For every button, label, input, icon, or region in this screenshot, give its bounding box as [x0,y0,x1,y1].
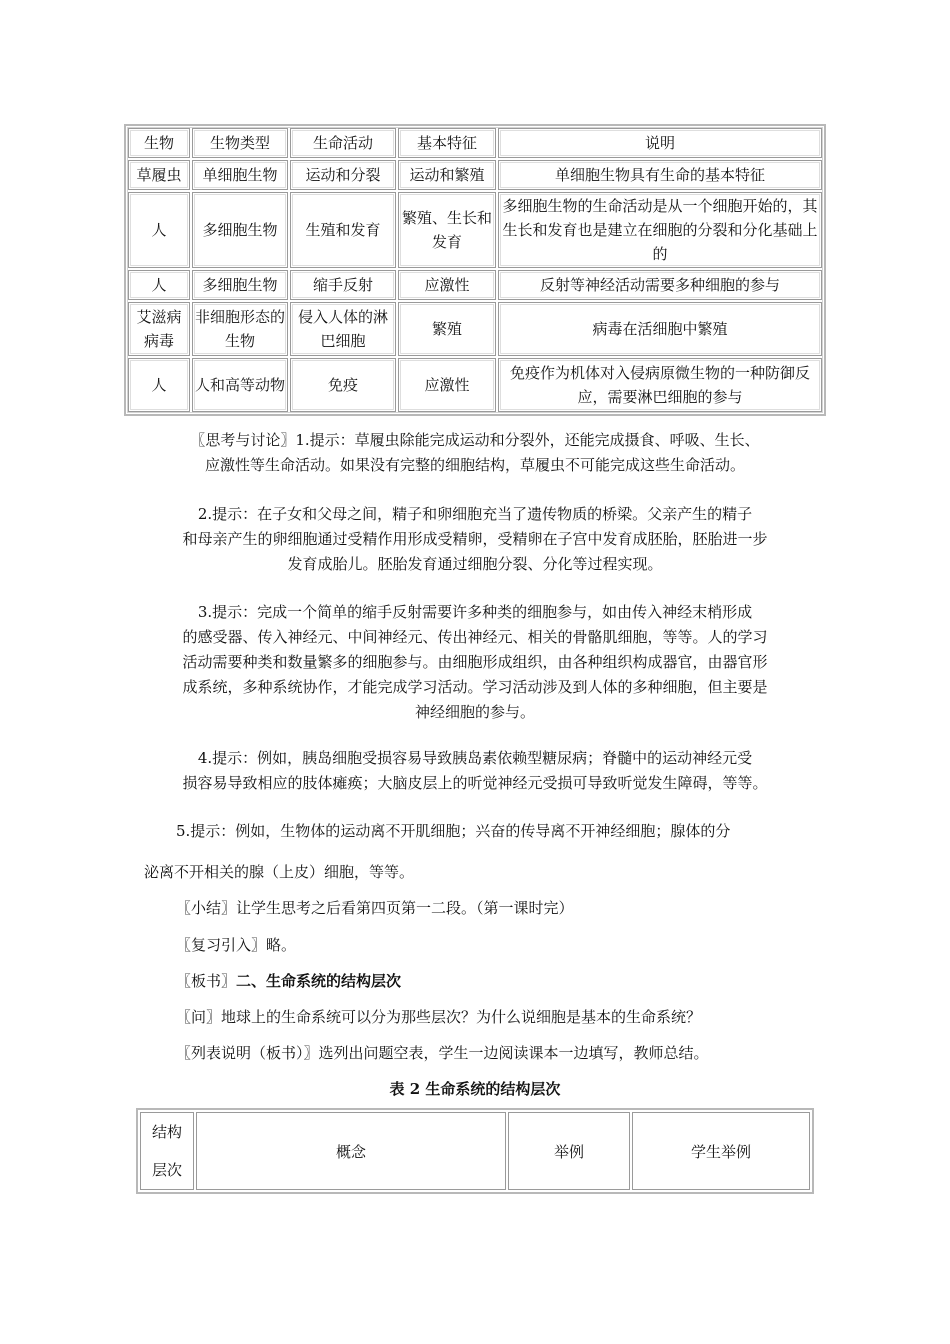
table-cell: 单细胞生物具有生命的基本特征 [498,160,822,190]
text-line: 损容易导致相应的肢体瘫痪；大脑皮层上的听觉神经元受损可导致听觉发生障碍，等等。 [182,774,768,792]
board-title: 二、生命系统的结构层次 [236,972,402,990]
header-text: 层次 [151,1161,182,1179]
text-line: 发育成胎儿。胚胎发育通过细胞分裂、分化等过程实现。 [287,555,663,573]
text-line: 应激性等生命活动。如果没有完整的细胞结构，草履虫不可能完成这些生命活动。 [204,456,745,474]
table-cell: 多细胞生物的生命活动是从一个细胞开始的，其生长和发育也是建立在细胞的分裂和分化基础上的 [498,192,822,268]
table-cell: 人和高等动物 [192,358,288,412]
table-cell: 反射等神经活动需要多种细胞的参与 [498,270,822,300]
board-prefix: 〖板书〗 [176,972,237,990]
text-line: 〖思考与讨论〗1.提示：草履虫除能完成运动和分裂外，还能完成摄食、呼吸、生长、 [190,431,760,449]
table-header-row [140,1112,810,1190]
table-cell: 人 [128,358,190,412]
table-cell: 非细胞形态的生物 [192,302,288,356]
table-cell: 应激性 [398,358,496,412]
review-line: 〖复习引入〗略。 [176,936,297,954]
discussion-3 [0,600,950,725]
discussion-1 [0,428,950,478]
discussion-5-line-2: 泌离不开相关的腺（上皮）细胞，等等。 [144,863,415,881]
table2-caption: 表 2 生命系统的结构层次 [389,1080,561,1098]
structure-level-table [136,1108,814,1194]
table-row [128,192,822,268]
header-cell: 生命活动 [290,128,396,158]
table-row [128,270,822,300]
table-cell: 免疫 [290,358,396,412]
text-line: 成系统，多种系统协作，才能完成学习活动。学习活动涉及到人体的多种细胞，但主要是 [182,678,768,696]
header-cell-student-example: 学生举例 [632,1112,810,1190]
table-cell: 艾滋病病毒 [128,302,190,356]
header-text: 结构 [151,1123,182,1141]
header-cell-example: 举例 [508,1112,630,1190]
table-cell: 多细胞生物 [192,192,288,268]
summary-line: 〖小结〗让学生思考之后看第四页第一二段。（第一课时完） [176,899,574,917]
table-cell: 多细胞生物 [192,270,288,300]
header-cell: 说明 [498,128,822,158]
discussion-5-line-1: 5.提示：例如，生物体的运动离不开肌细胞；兴奋的传导离不开神经细胞；腺体的分 [176,822,731,840]
table-cell: 草履虫 [128,160,190,190]
table-cell: 缩手反射 [290,270,396,300]
discussion-4 [0,746,950,796]
table-cell: 生殖和发育 [290,192,396,268]
list-note-line: 〖列表说明（板书）〗选列出问题空表，学生一边阅读课本一边填写，教师总结。 [176,1044,709,1062]
board-line [176,970,401,991]
header-cell: 生物 [128,128,190,158]
header-cell-concept: 概念 [196,1112,506,1190]
organism-table [124,124,826,416]
table-row [128,160,822,190]
table-cell: 运动和分裂 [290,160,396,190]
question-line: 〖问〗地球上的生命系统可以分为那些层次？为什么说细胞是基本的生命系统？ [176,1008,702,1026]
table-cell: 应激性 [398,270,496,300]
table-cell: 侵入人体的淋巴细胞 [290,302,396,356]
text-line: 和母亲产生的卵细胞通过受精作用形成受精卵，受精卵在子宫中发育成胚胎，胚胎进一步 [182,530,768,548]
table-row [128,302,822,356]
text-line: 活动需要种类和数量繁多的细胞参与。由细胞形成组织，由各种组织构成器官，由器官形 [182,653,768,671]
table-cell: 病毒在活细胞中繁殖 [498,302,822,356]
table-cell: 人 [128,192,190,268]
text-line: 的感受器、传入神经元、中间神经元、传出神经元、相关的骨骼肌细胞，等等。人的学习 [182,628,768,646]
table-cell: 繁殖 [398,302,496,356]
text-line: 3.提示：完成一个简单的缩手反射需要许多种类的细胞参与，如由传入神经末梢形成 [197,603,753,621]
table-cell: 免疫作为机体对入侵病原微生物的一种防御反应，需要淋巴细胞的参与 [498,358,822,412]
text-line: 4.提示：例如，胰岛细胞受损容易导致胰岛素依赖型糖尿病；脊髓中的运动神经元受 [197,749,753,767]
header-cell-structure-level [140,1112,194,1190]
table-cell: 单细胞生物 [192,160,288,190]
table-cell: 运动和繁殖 [398,160,496,190]
header-cell: 基本特征 [398,128,496,158]
table-row [128,358,822,412]
text-line: 神经细胞的参与。 [414,703,535,721]
table-cell: 人 [128,270,190,300]
table-cell: 繁殖、生长和发育 [398,192,496,268]
discussion-2 [0,502,950,577]
header-cell: 生物类型 [192,128,288,158]
text-line: 2.提示：在子女和父母之间，精子和卵细胞充当了遗传物质的桥梁。父亲产生的精子 [197,505,753,523]
table-header-row [128,128,822,158]
